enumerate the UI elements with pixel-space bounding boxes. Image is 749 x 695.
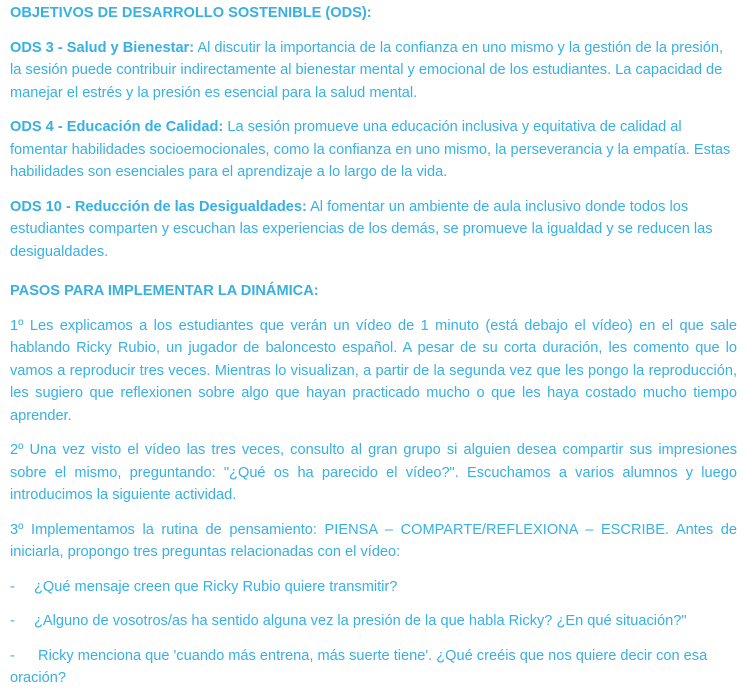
step-3: 3º Implementamos la rutina de pensamiento: PIENSA – COMPARTE/REFLEXIONA – ESCRIBE. Antes de iniciarla, propongo tres preguntas relacionadas con el vídeo: [10,521,737,560]
ods-heading: OBJETIVOS DE DESARROLLO SOSTENIBLE (ODS): [10,5,372,21]
question-dash: - [10,613,15,629]
step-1: 1º Les explicamos a los estudiantes que verán un vídeo de 1 minuto (está debajo el vídeo) en el que sale hablando Ricky Rubio, un jugador de baloncesto español. A pesar de su corta duración, les comento que lo vamos a reproducir tres veces. Mientras lo visualizan, a partir de la segunda vez que les pongo la reproducción, les sugiero que reflexionen sobre algo que hayan practicado mucho o que les haya costado mucho tiempo aprender. [10,317,737,424]
question-item [10,645,737,690]
question-dash: - [10,647,15,664]
ods-item-text: Al discutir la importancia de la confianza en uno mismo y la gestión de la presión, la sesión puede contribuir indirectamente al bienestar mental y emocional de los estudiantes. La capacidad de manejar el estrés y la presión es esencial para la salud mental. [10,39,724,101]
question-text-wrapped [10,645,737,690]
ods-item-text: Al fomentar un ambiente de aula inclusivo donde todos los estudiantes comparten y escuchan las experiencias de los demás, se promueve la igualdad y se reducen las desigualdades. [10,198,713,260]
question-text: Ricky menciona que 'cuando más entrena, más suerte tiene'. ¿Qué creéis que nos quiere decir con esa oración? [10,647,712,686]
question-text: ¿Alguno de vosotros/as ha sentido alguna vez la presión de la que habla Ricky? ¿En qué situación?" [34,613,687,629]
question-dash: - [10,578,15,595]
ods-item-text: La sesión promueve una educación inclusiva y equitativa de calidad al fomentar habilidades socioemocionales, como la confianza en uno mismo, la perseverancia y la empatía. Estas habilidades son esenciales para el aprendizaje a lo largo de la vida. [10,119,731,180]
ods-item-10 [10,196,737,264]
question-item [10,576,737,599]
steps-heading: PASOS PARA IMPLEMENTAR LA DINÁMICA: [10,283,319,299]
question-text: ¿Qué mensaje creen que Ricky Rubio quiere transmitir? [34,578,398,595]
ods-item-label: ODS 10 - Reducción de las Desigualdades: [10,198,307,215]
step-2: 2º Una vez visto el vídeo las tres veces, consulto al gran grupo si alguien desea compartir sus impresiones sobre el mismo, preguntando: "¿Qué os ha parecido el vídeo?". Escuchamos a varios alumnos y luego introducimos la siguiente actividad. [10,442,737,503]
question-item [10,610,737,633]
ods-item-label: ODS 3 - Salud y Bienestar: [10,39,195,56]
ods-item-label: ODS 4 - Educación de Calidad: [10,119,224,135]
ods-item-3 [10,37,737,105]
ods-item-4 [10,116,737,184]
